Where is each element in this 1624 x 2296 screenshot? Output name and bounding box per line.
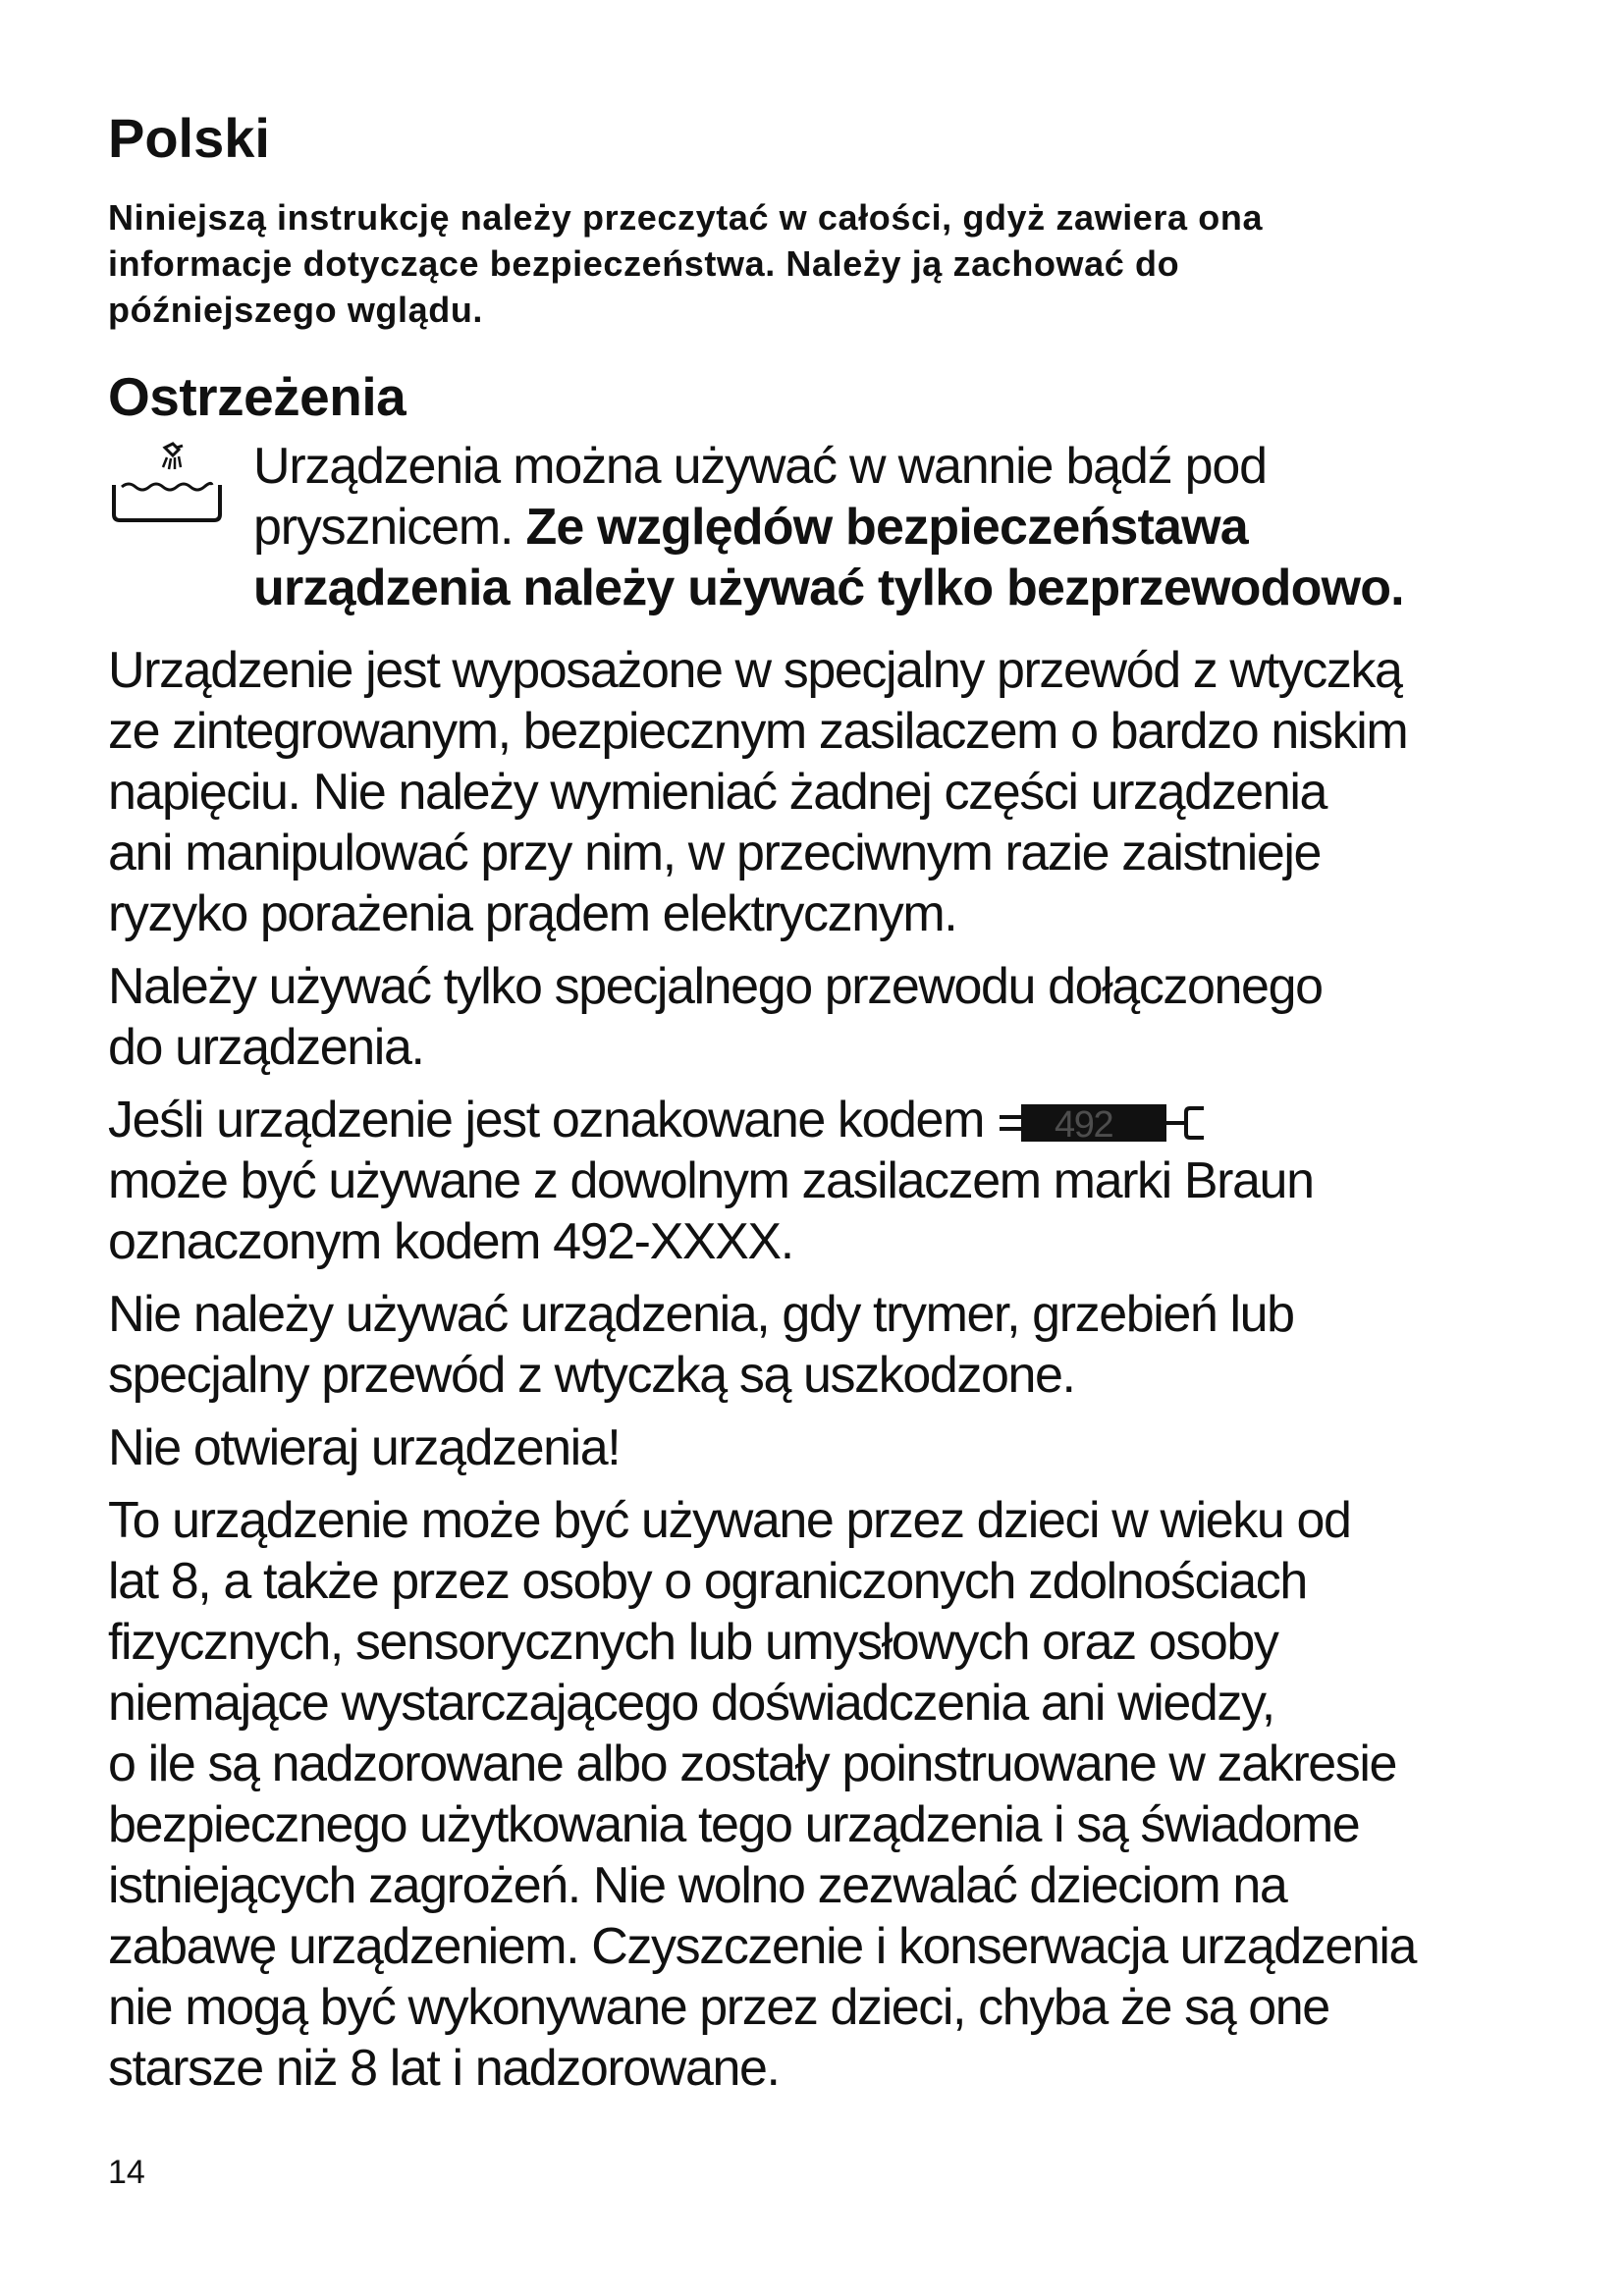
paragraph-cord-only: Należy używać tylko specjalnego przewodu dołączonego do urządzenia. (108, 957, 1323, 1076)
manual-page (108, 108, 1542, 2110)
paragraph-power-supply: Urządzenie jest wyposażone w specjalny przewód z wtyczką ze zintegrowanym, bezpiecznym zasilaczem o bardzo niskim napięciu. Nie należy wymieniać żadnej części urządzenia ani manipulować przy nim, w przeciwnym razie zaistnieje ryzyko porażenia prądem elektrycznym. (108, 641, 1408, 942)
svg-text:492: 492 (1055, 1104, 1113, 1147)
language-heading: Polski (108, 107, 270, 169)
code-492-lead: Jeśli urządzenie jest oznakowane kodem (108, 1091, 984, 1148)
code-492-rest: może być używane z dowolnym zasilaczem marki Braun oznaczonym kodem 492-XXXX. (108, 1151, 1314, 1270)
bath-shower-icon (108, 442, 226, 530)
paragraph-code-492 (108, 1090, 1542, 1272)
paragraph-do-not-open: Nie otwieraj urządzenia! (108, 1418, 621, 1476)
bath-warning-text (253, 436, 1404, 618)
page-number: 14 (108, 2154, 145, 2191)
intro-notice: Niniejszą instrukcję należy przeczytać w całości, gdyż zawiera ona informacje dotyczące bezpieczeństwa. Należy ją zachować do późniejszego wglądu. (108, 196, 1264, 330)
bath-warning (108, 436, 1542, 618)
bath-warning-bold: Ze względów bezpieczeństawa urządzenia należy używać tylko bezprzewodowo. (253, 498, 1404, 616)
bath-warning-plain: Urządzenia można używać w wannie bądź pod prysznicem. (253, 437, 1267, 556)
paragraph-children: To urządzenie może być używane przez dzieci w wieku od lat 8, a także przez osoby o ograniczonych zdolnościach fizycznych, sensorycznych lub umysłowych oraz osoby niemające wystarczającego doświadczenia ani wiedzy, o ile są nadzorowane albo zostały poinstruowane w zakresie bezpiecznego użytkowania tego urządzenia i są świadome istniejących zagrożeń. Nie wolno zezwalać dzieciom na zabawę urządzeniem. Czyszczenie i konserwacja urządzenia nie mogą być wykonywane przez dzieci, chyba że są one starsze niż 8 lat i nadzorowane. (108, 1491, 1417, 2097)
plug-code-492-icon (996, 1100, 1208, 1146)
warnings-heading: Ostrzeżenia (108, 365, 406, 427)
paragraph-damaged: Nie należy używać urządzenia, gdy trymer, grzebień lub specjalny przewód z wtyczką są uszkodzone. (108, 1285, 1294, 1404)
